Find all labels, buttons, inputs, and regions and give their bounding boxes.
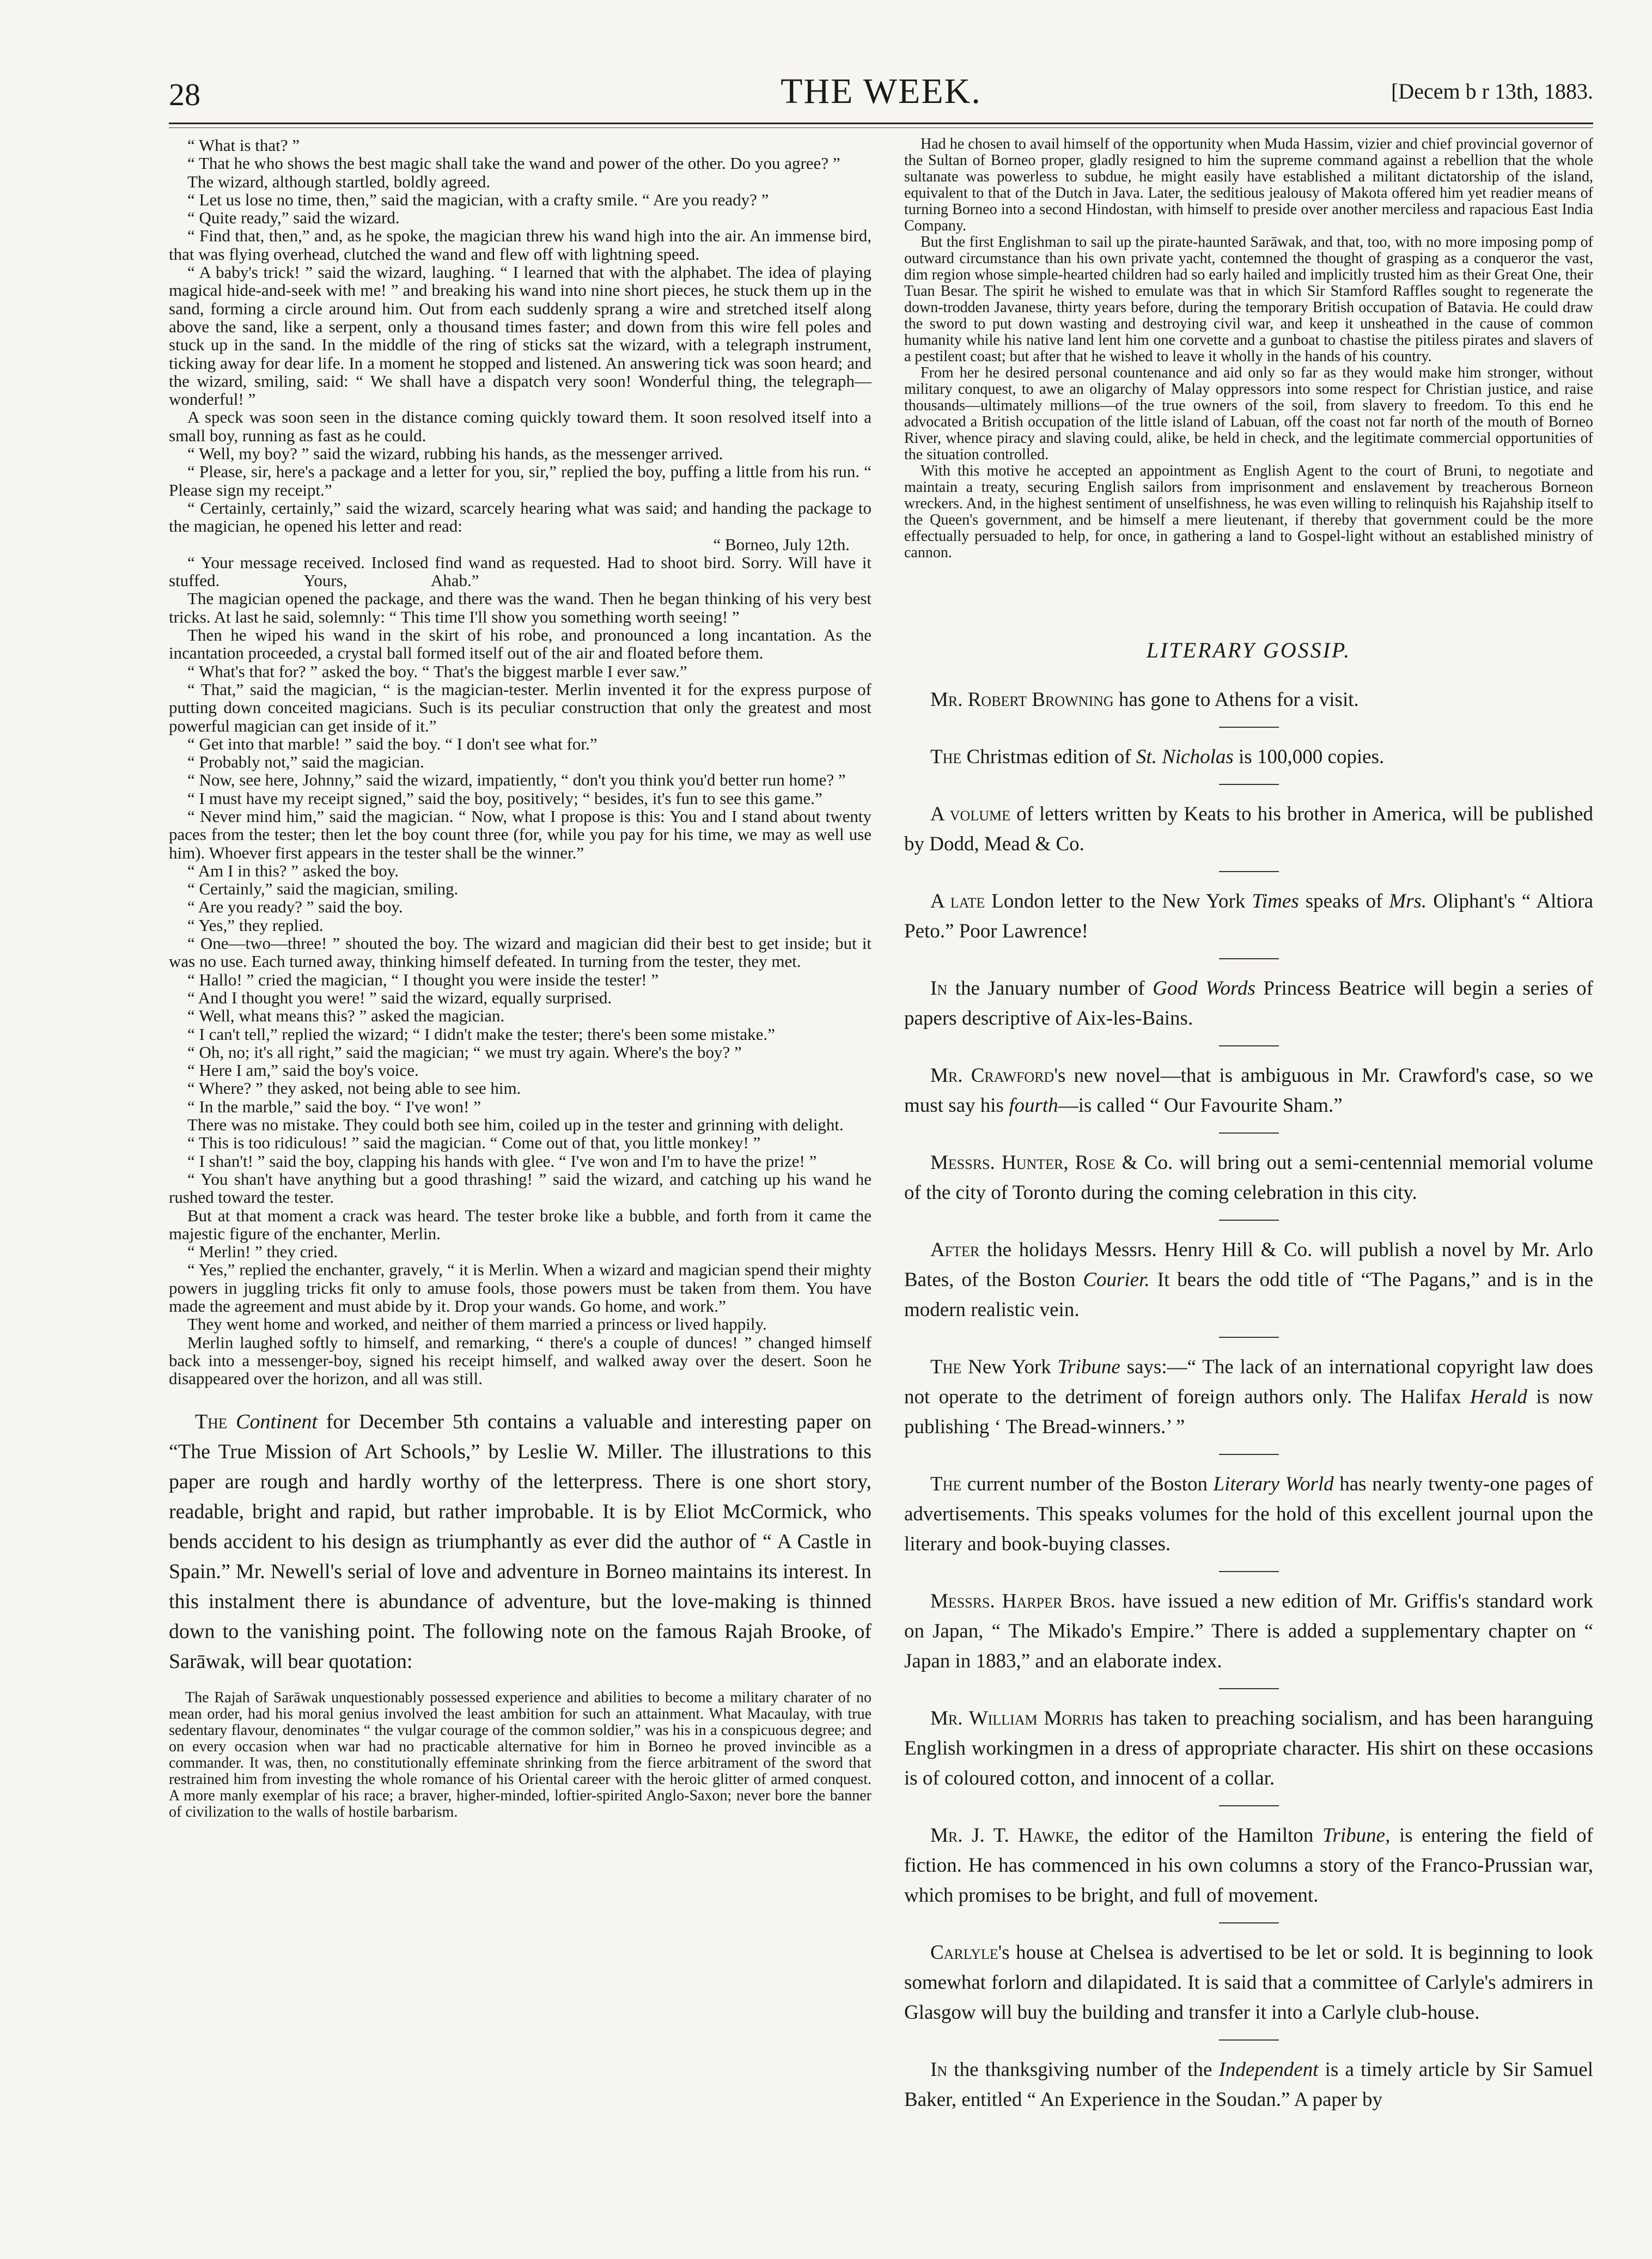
story-paragraph: “ Get into that marble! ” said the boy. “ I don't see what for.”: [187, 734, 598, 753]
separator-rule: [1219, 2039, 1279, 2041]
separator-rule: [1219, 1688, 1279, 1689]
story-paragraph: “ In the marble,” said the boy. “ I've won! ”: [187, 1097, 481, 1116]
left-column: [169, 136, 876, 1821]
story-paragraph: “ A baby's trick! ” said the wizard, laughing. “ I learned that with the alphabet. The idea of playing magical hide-and-seek with me! ” and breaking his wand into nine short pieces, he stuck them up in the sand, forming a circle around him. Out from each suddenly sprang a wire and stretched itself along above the sand, like a serpent, only a thousand times faster; and down from this wire fell poles and stuck up in the sand. In the middle of the ring of sticks sat the wizard, with a telegraph instrument, ticking away for dear life. In a moment he stopped and listened. An answering tick was soon heard; and the wizard, smiling, said: “ We shall have a dispatch very soon! Wonderful thing, the telegraph—wonderful! ”: [169, 263, 871, 409]
story-paragraph: “ What is that? ”: [187, 136, 300, 155]
continent-lead: The: [195, 1410, 228, 1434]
story-paragraph: “ This is too ridiculous! ” said the magician. “ Come out of that, you little monkey! ”: [187, 1133, 761, 1153]
separator-rule: [1219, 727, 1279, 728]
gossip-item: Mr. Robert Browning has gone to Athens for a visit.: [930, 689, 1359, 711]
story-paragraph: A speck was soon seen in the distance coming quickly toward them. It soon resolved itself into a small boy, running as fast as he could.: [169, 407, 871, 445]
story-paragraph: “ What's that for? ” asked the boy. “ That's the biggest marble I ever saw.”: [187, 661, 687, 681]
story-paragraph: “ Please, sir, here's a package and a letter for you, sir,” replied the boy, puffing a little from his run. “ Please sign my receipt.”: [169, 462, 871, 500]
gossip-item: Carlyle's house at Chelsea is advertised to be let or sold. It is beginning to look somewhat forlorn and dilapidated. It is said that a committee of Carlyle's admirers in Glasgow will buy the building and transfer it into a Carlyle club-house.: [904, 1941, 1593, 2024]
gossip-item: A late London letter to the New York Times speaks of Mrs. Oliphant's “ Altiora Peto.” Poor Lawrence!: [904, 890, 1594, 942]
continent-text: for December 5th contains a valuable and interesting paper on “The True Mission of Art Schools,” by Leslie W. Miller. The illustrations to this paper are rough and hardly worthy of the letterpress. There is one short story, readable, bright and rapid, but rather improbable. It is by Eliot McCormick, who bends accident to his design as triumphantly as ever did the author of “ A Castle in Spain.” Mr. Newell's serial of love and adventure in Borneo maintains its interest. In this instalment there is abundance of adventure, but the love-making is thinned down to the vanishing point. The following note on the famous Rajah Brooke, of Sarāwak, will bear quotation:: [169, 1410, 872, 1673]
continent-magazine: Continent: [236, 1410, 318, 1434]
story-section: [169, 136, 876, 1389]
story-paragraph: “ Certainly, certainly,” said the wizard, scarcely hearing what was said; and handing the package to the magician, he opened his letter and read:: [169, 498, 871, 536]
story-paragraph: “ Probably not,” said the magician.: [187, 752, 424, 772]
separator-rule: [1219, 871, 1279, 872]
continent-review: [169, 1407, 871, 1677]
gossip-item: Mr. William Morris has taken to preaching socialism, and has been haranguing English workingmen in a dress of appropriate character. His shirt on these occasions is of coloured cotton, and innocent of a collar.: [904, 1707, 1593, 1789]
gossip-item: In the thanksgiving number of the Independent is a timely article by Sir Samuel Baker, entitled “ An Experience in the Soudan.” A paper by: [904, 2059, 1593, 2111]
gossip-item: Messrs. Hunter, Rose & Co. will bring out a semi-centennial memorial volume of the city of Toronto during the coming celebration in this city.: [904, 1152, 1593, 1204]
story-paragraph: “ Find that, then,” and, as he spoke, the magician threw his wand high into the air. An immense bird, that was flying overhead, clutched the wand and flew off with lightning speed.: [169, 226, 871, 264]
separator-rule: [1219, 1132, 1279, 1134]
quote-paragraph: From her he desired personal countenance and aid only so far as they would make him stronger, without military conquest, to awe an oligarchy of Malay oppressors into some respect for Christian justice, and raise thousands—ultimately millions—of the true owners of the soil, from slavery to freedom. To this end he advocated a British occupation of the little island of Labuan, off the coast not far north of the mouth of Borneo River, whence piracy and slaving could, alike, be held in check, and the legitimate commercial opportunities of the situation controlled.: [904, 364, 1593, 463]
separator-rule: [1219, 1454, 1279, 1455]
separator-rule: [1219, 1220, 1279, 1221]
gossip-item: Mr. Crawford's new novel—that is ambiguous in Mr. Crawford's case, so we must say his fourth—is called “ Our Favourite Sham.”: [904, 1064, 1593, 1117]
continent-paragraph: [169, 1407, 871, 1677]
right-column: [904, 136, 1593, 2115]
gossip-item: The Christmas edition of St. Nicholas is 100,000 copies.: [930, 746, 1385, 768]
story-paragraph: “ Are you ready? ” said the boy.: [187, 897, 403, 917]
brooke-quote: [169, 1690, 871, 1820]
header-rule: [169, 123, 1593, 124]
separator-rule: [1219, 1805, 1279, 1806]
story-paragraph: “ Let us lose no time, then,” said the magician, with a crafty smile. “ Are you ready? ”: [187, 190, 769, 209]
story-paragraph: “ Here I am,” said the boy's voice.: [187, 1061, 419, 1080]
masthead-title: THE WEEK.: [781, 71, 982, 111]
header-rule-thin: [169, 127, 1593, 128]
quote-paragraph: The Rajah of Sarāwak unquestionably possessed experience and abilities to become a military charater of no mean order, had his moral genius involved the least ambition for such an attainment. What Macaulay, with true sedentary flavour, denominates “ the vulgar courage of the common soldier,” was his in a conspicuous degree; and on every occasion when war had no practicable alternative for him in Borneo he proved invincible as a commander. It was, then, no constitutionally effeminate shrinking from the fierce arbitrament of the sword that restrained him from investing the whole romance of his Oriental career with the heroic glitter of armed conquest. A more manly exemplar of his race; a braver, higher-minded, loftier-spirited Anglo-Saxon; never bore the banner of civilization to the walls of hostile barbarism.: [169, 1689, 871, 1821]
gossip-item: Messrs. Harper Bros. have issued a new edition of Mr. Griffis's standard work on Japan, “ The Mikado's Empire.” There is added a supplementary chapter on “ Japan in 1883,” and an elaborate index.: [904, 1590, 1593, 1672]
story-paragraph: Then he wiped his wand in the skirt of his robe, and pronounced a long incantation. As the incantation proceeded, a crystal ball formed itself out of the air and floated before them.: [169, 625, 871, 663]
story-paragraph: “ Where? ” they asked, not being able to see him.: [187, 1079, 521, 1098]
issue-date: [Decem b r 13th, 1883.: [1391, 79, 1593, 103]
story-paragraph: “ I must have my receipt signed,” said the boy, positively; “ besides, it's fun to see this game.”: [187, 788, 822, 808]
quote-paragraph: With this motive he accepted an appointment as English Agent to the court of Bruni, to negotiate and maintain a treaty, securing English sailors from imprisonment and enslavement by treacherous Borneon wreckers. And, in the highest sentiment of unselfishness, he was even willing to relinquish his Rajahship itself to the Queen's government, and be himself a mere lieutenant, if thereby that government could be the more effectually persuaded to help, for once, in gathering a land to Gospel-light without an established ministry of cannon.: [904, 462, 1593, 561]
story-paragraph: “ Well, my boy? ” said the wizard, rubbing his hands, as the messenger arrived.: [187, 444, 723, 464]
gossip-item: After the holidays Messrs. Henry Hill & Co. will publish a novel by Mr. Arlo Bates, of the Boston Courier. It bears the odd title of “The Pagans,” and is in the modern realistic vein.: [904, 1239, 1593, 1321]
story-paragraph: “ That,” said the magician, “ is the magician-tester. Merlin invented it for the express purpose of putting down conceited magicians. Such is its peculiar construction that only the greatest and most powerful magician can get inside of it.”: [169, 679, 871, 735]
story-paragraph: “ One—two—three! ” shouted the boy. The wizard and magician did their best to get inside; but it was no use. Each turned away, thinking himself defeated. In turning from the tester, they met.: [169, 934, 871, 971]
story-paragraph: But at that moment a crack was heard. The tester broke like a bubble, and forth from it came the majestic figure of the enchanter, Merlin.: [169, 1205, 871, 1243]
story-paragraph: “ Yes,” replied the enchanter, gravely, “ it is Merlin. When a wizard and magician spend their mighty powers in juggling tricks fit only to amuse fools, those powers must be taken from them. You have made the agreement and must abide by it. Drop your wands. Go home, and work.”: [169, 1260, 871, 1316]
story-paragraph: “ And I thought you were! ” said the wizard, equally surprised.: [187, 988, 612, 1007]
story-paragraph: The wizard, although startled, boldly agreed.: [187, 172, 491, 191]
story-paragraph: “ Quite ready,” said the wizard.: [187, 208, 400, 228]
gossip-list: [904, 685, 1593, 2115]
story-paragraph: “ I shan't! ” said the boy, clapping his hands with glee. “ I've won and I'm to have the prize! ”: [187, 1151, 817, 1171]
story-paragraph: “ Certainly,” said the magician, smiling.: [187, 879, 459, 899]
brooke-quote-continued: [904, 136, 1593, 561]
story-paragraph: They went home and worked, and neither of them married a princess or lived happily.: [187, 1314, 767, 1334]
gossip-item: Mr. J. T. Hawke, the editor of the Hamilton Tribune, is entering the field of fiction. He has commenced in his own columns a story of the Franco-Prussian war, which promises to be bright, and full of movement.: [904, 1824, 1593, 1907]
story-paragraph: Merlin laughed softly to himself, and remarking, “ there's a couple of dunces! ” changed himself back into a messenger-boy, signed his receipt himself, and walked away over the desert. Soon he disappeared over the horizon, and all was still.: [169, 1332, 871, 1389]
separator-rule: [1219, 1045, 1279, 1046]
story-paragraph: “ Hallo! ” cried the magician, “ I thought you were inside the tester! ”: [187, 970, 659, 989]
gossip-item: The current number of the Boston Literary World has nearly twenty-one pages of advertisements. This speaks volumes for the hold of this excellent journal upon the literary and book-buying classes.: [904, 1473, 1593, 1555]
story-paragraph: There was no mistake. They could both see him, coiled up in the tester and grinning with delight.: [187, 1115, 844, 1135]
story-paragraph: “ You shan't have anything but a good thrashing! ” said the wizard, and catching up his wand he rushed toward the tester.: [169, 1169, 871, 1207]
letter-body: “ Your message received. Inclosed find wand as requested. Had to shoot bird. Sorry. Will have it stuffed. Yours, Ahab.”: [169, 552, 876, 590]
story-paragraph: “ Merlin! ” they cried.: [187, 1242, 338, 1262]
gossip-item: The New York Tribune says:—“ The lack of an international copyright law does not operate to the detriment of foreign authors only. The Halifax Herald is now publishing ‘ The Bread-winners.’ ”: [904, 1356, 1594, 1438]
story-paragraph: “ That he who shows the best magic shall take the wand and power of the other. Do you agree? ”: [187, 154, 840, 173]
quote-paragraph: Had he chosen to avail himself of the opportunity when Muda Hassim, vizier and chief provincial governor of the Sultan of Borneo proper, gladly resigned to him the supreme command against a rebellion that the whole sultanate was powerless to subdue, he might easily have established a militant dictatorship of the island, equivalent to that of the Dutch in Java. Later, the seditious jealousy of Makota offered him yet readier means of turning Borneo into a second Hindostan, with himself to preside over another merciless and rapacious East India Company.: [904, 136, 1593, 234]
story-paragraph: “ I can't tell,” replied the wizard; “ I didn't make the tester; there's been some mistake.”: [187, 1024, 775, 1044]
story-paragraph: “ Now, see here, Johnny,” said the wizard, impatiently, “ don't you think you'd better run home? ”: [187, 770, 846, 790]
separator-rule: [1219, 1922, 1279, 1923]
story-paragraph: The magician opened the package, and there was the wand. Then he began thinking of his very best tricks. At last he said, solemnly: “ This time I'll show you something worth seeing! ”: [169, 589, 871, 626]
gossip-item: In the January number of Good Words Princess Beatrice will begin a series of papers descriptive of Aix-les-Bains.: [904, 977, 1593, 1030]
letter-dateline: “ Borneo, July 12th.: [713, 534, 850, 554]
story-paragraph: “ Never mind him,” said the magician. “ Now, what I propose is this: You and I stand about twenty paces from the tester; then let the boy count three (for, while you pay for his time, we may as well use him). Whoever first appears in the tester shall be the winner.”: [169, 806, 871, 862]
story-paragraph: “ Oh, no; it's all right,” said the magician; “ we must try again. Where's the boy? ”: [187, 1042, 742, 1062]
section-title: LITERARY GOSSIP.: [1146, 638, 1351, 662]
story-paragraph: “ Yes,” they replied.: [187, 915, 324, 935]
story-paragraph: “ Am I in this? ” asked the boy.: [187, 861, 399, 880]
separator-rule: [1219, 784, 1279, 785]
separator-rule: [1219, 1571, 1279, 1572]
separator-rule: [1219, 1337, 1279, 1338]
separator-rule: [1219, 958, 1279, 959]
page-number: 28: [169, 77, 200, 112]
quote-paragraph: But the first Englishman to sail up the pirate-haunted Sarāwak, and that, too, with no more imposing pomp of outward circumstance than his own private yacht, contemned the thought of grasping as a conqueror the vast, dim region whose simple-hearted children had so early hailed and implicitly trusted him as their Great One, their Tuan Besar. The spirit he wished to emulate was that in which Sir Stamford Raffles sought to regenerate the down-trodden Javanese, thirty years before, during the temporary British occupation of Batavia. He could draw the sword to put down wasting and destroying civil war, and keep it unsheathed in the cause of common humanity while his native land lent him one corvette and a gunboat to chastise the pitiless pirates and slavers of a pestilent coast; but after that he wished to leave it wholly in the hands of his country.: [904, 234, 1593, 365]
story-paragraph: “ Well, what means this? ” asked the magician.: [187, 1006, 505, 1026]
page-header: [169, 71, 1593, 114]
gossip-item: A volume of letters written by Keats to his brother in America, will be published by Dodd, Mead & Co.: [904, 803, 1593, 855]
